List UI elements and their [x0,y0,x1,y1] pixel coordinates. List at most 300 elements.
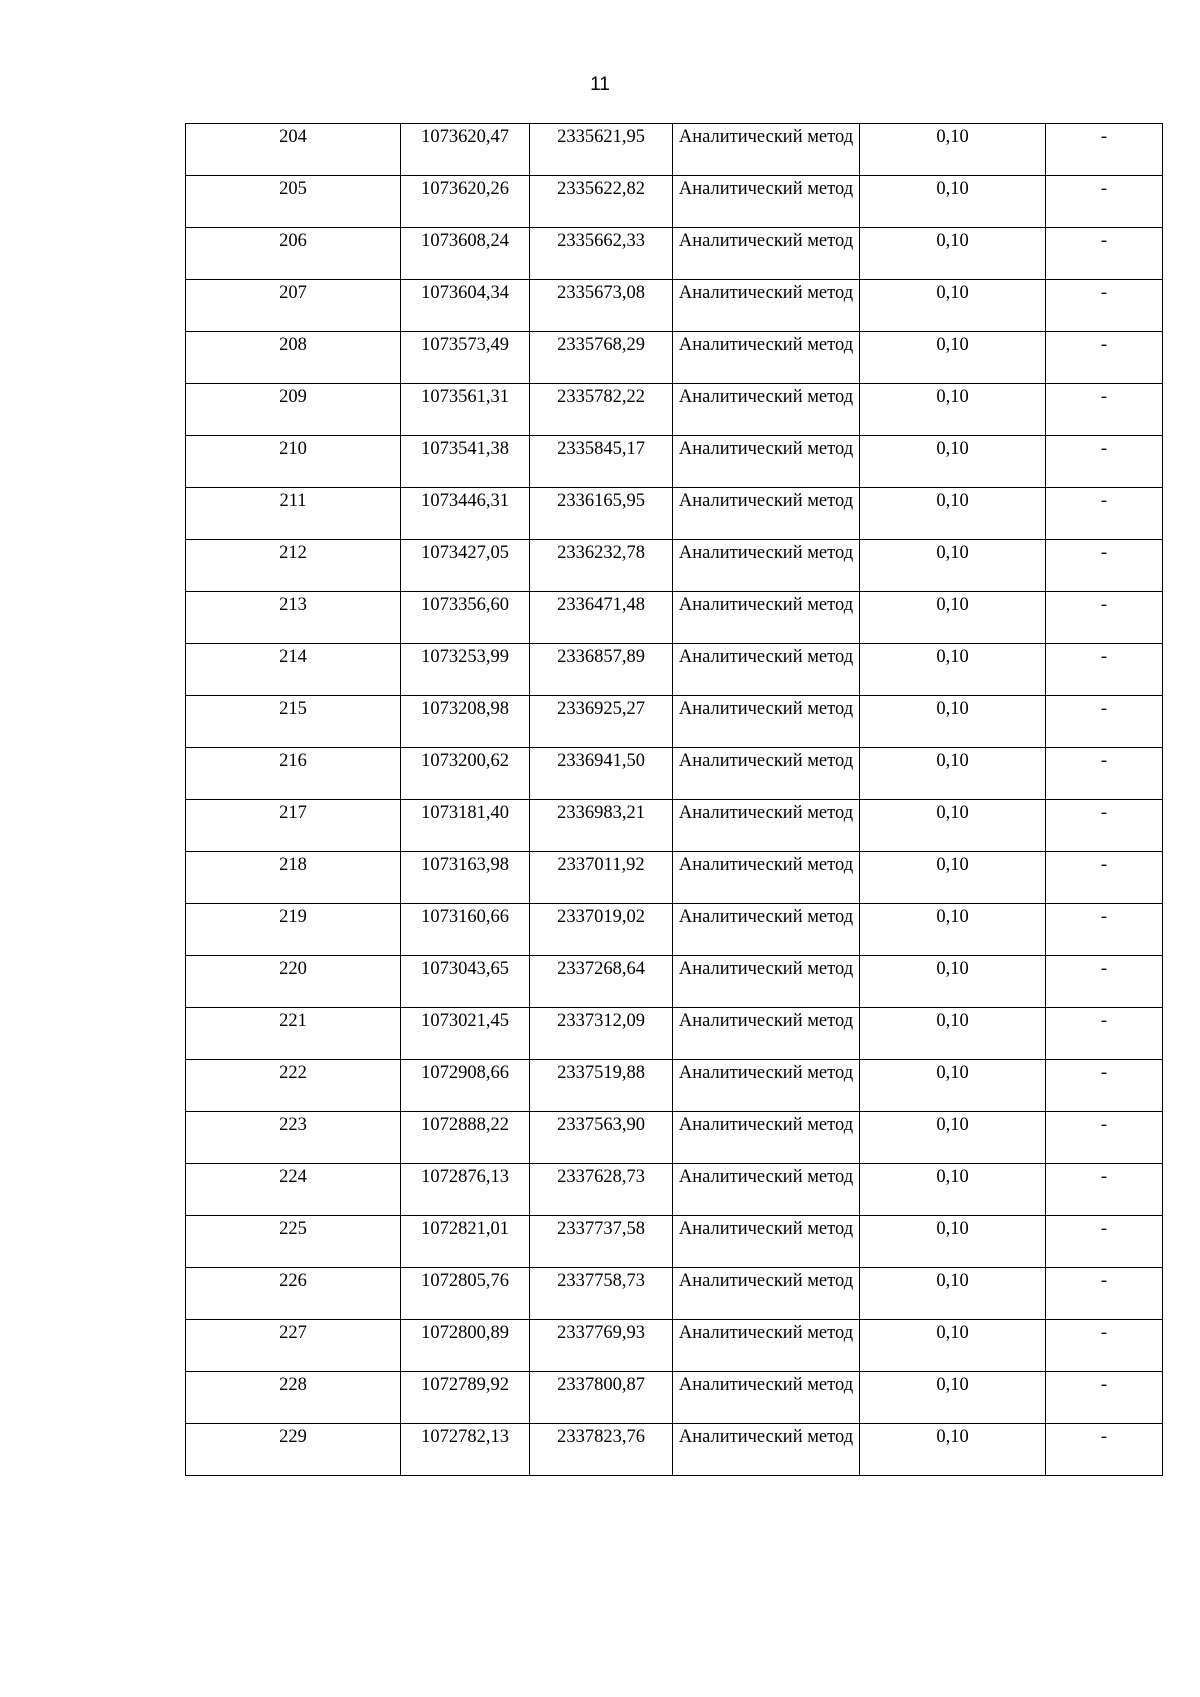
accuracy-cell-text: 0,10 [936,855,969,875]
note-cell [1046,696,1163,748]
x-coordinate-cell [401,748,530,800]
y-coordinate-cell-text: 2335768,29 [557,335,645,355]
note-cell [1046,592,1163,644]
note-cell-text: - [1100,699,1108,719]
accuracy-cell-text: 0,10 [936,1011,969,1031]
method-cell [673,748,860,800]
method-cell [673,1424,860,1476]
note-cell [1046,384,1163,436]
note-cell-text: - [1100,1011,1108,1031]
accuracy-cell-text: 0,10 [936,1323,969,1343]
x-coordinate-cell [401,1320,530,1372]
note-cell [1046,436,1163,488]
table-row [186,852,1163,904]
y-coordinate-cell-text: 2336165,95 [557,491,645,511]
point-number-cell [186,488,401,540]
method-cell-text: Аналитический метод [678,543,854,563]
y-coordinate-cell [530,1216,673,1268]
page-number: 11 [590,74,610,95]
y-coordinate-cell-text: 2337800,87 [557,1375,645,1395]
accuracy-cell [860,644,1046,696]
x-coordinate-cell [401,1216,530,1268]
method-cell-text: Аналитический метод [678,855,854,875]
table-row [186,540,1163,592]
point-number-cell-text: 204 [279,127,307,147]
y-coordinate-cell-text: 2337823,76 [557,1427,645,1447]
method-cell [673,852,860,904]
method-cell [673,332,860,384]
point-number-cell-text: 218 [279,855,307,875]
y-coordinate-cell-text: 2335662,33 [557,231,645,251]
point-number-cell-text: 215 [279,699,307,719]
note-cell-text: - [1100,959,1108,979]
method-cell [673,1008,860,1060]
y-coordinate-cell [530,1320,673,1372]
x-coordinate-cell-text: 1073608,24 [421,231,509,251]
accuracy-cell [860,1372,1046,1424]
method-cell [673,540,860,592]
x-coordinate-cell-text: 1073427,05 [421,543,509,563]
point-number-cell-text: 210 [279,439,307,459]
x-coordinate-cell [401,904,530,956]
accuracy-cell-text: 0,10 [936,1271,969,1291]
method-cell-text: Аналитический метод [678,803,854,823]
y-coordinate-cell [530,540,673,592]
y-coordinate-cell [530,852,673,904]
y-coordinate-cell-text: 2335673,08 [557,283,645,303]
table-row [186,1320,1163,1372]
table-row [186,592,1163,644]
table-row [186,1372,1163,1424]
accuracy-cell [860,1320,1046,1372]
table-row [186,904,1163,956]
accuracy-cell [860,124,1046,176]
x-coordinate-cell-text: 1073200,62 [421,751,509,771]
method-cell-text: Аналитический метод [678,439,854,459]
accuracy-cell-text: 0,10 [936,1063,969,1083]
note-cell-text: - [1100,751,1108,771]
point-number-cell-text: 223 [279,1115,307,1135]
note-cell [1046,280,1163,332]
method-cell-text: Аналитический метод [678,1063,854,1083]
accuracy-cell-text: 0,10 [936,231,969,251]
note-cell [1046,1320,1163,1372]
x-coordinate-cell [401,488,530,540]
point-number-cell [186,644,401,696]
y-coordinate-cell [530,176,673,228]
table-row [186,228,1163,280]
accuracy-cell-text: 0,10 [936,647,969,667]
point-number-cell-text: 224 [279,1167,307,1187]
x-coordinate-cell-text: 1073181,40 [421,803,509,823]
y-coordinate-cell-text: 2335845,17 [557,439,645,459]
point-number-cell [186,280,401,332]
method-cell [673,488,860,540]
point-number-cell [186,1060,401,1112]
accuracy-cell [860,1164,1046,1216]
note-cell [1046,176,1163,228]
point-number-cell [186,436,401,488]
point-number-cell [186,1164,401,1216]
accuracy-cell [860,384,1046,436]
y-coordinate-cell-text: 2337737,58 [557,1219,645,1239]
method-cell [673,1164,860,1216]
note-cell [1046,800,1163,852]
accuracy-cell-text: 0,10 [936,699,969,719]
point-number-cell [186,748,401,800]
point-number-cell-text: 219 [279,907,307,927]
accuracy-cell [860,1216,1046,1268]
table-row [186,800,1163,852]
x-coordinate-cell-text: 1072821,01 [421,1219,509,1239]
point-number-cell-text: 208 [279,335,307,355]
accuracy-cell [860,228,1046,280]
point-number-cell-text: 226 [279,1271,307,1291]
method-cell-text: Аналитический метод [678,1271,854,1291]
method-cell-text: Аналитический метод [678,1375,854,1395]
note-cell [1046,1164,1163,1216]
point-number-cell [186,124,401,176]
method-cell-text: Аналитический метод [678,959,854,979]
x-coordinate-cell [401,1268,530,1320]
method-cell-text: Аналитический метод [678,491,854,511]
x-coordinate-cell [401,1424,530,1476]
note-cell [1046,488,1163,540]
y-coordinate-cell [530,696,673,748]
x-coordinate-cell-text: 1073043,65 [421,959,509,979]
note-cell-text: - [1100,231,1108,251]
accuracy-cell-text: 0,10 [936,491,969,511]
accuracy-cell-text: 0,10 [936,127,969,147]
note-cell [1046,1424,1163,1476]
x-coordinate-cell [401,124,530,176]
y-coordinate-cell [530,228,673,280]
x-coordinate-cell-text: 1073573,49 [421,335,509,355]
note-cell [1046,540,1163,592]
note-cell-text: - [1100,1219,1108,1239]
y-coordinate-cell [530,332,673,384]
x-coordinate-cell [401,644,530,696]
x-coordinate-cell-text: 1073021,45 [421,1011,509,1031]
note-cell-text: - [1100,1375,1108,1395]
y-coordinate-cell [530,904,673,956]
x-coordinate-cell-text: 1073446,31 [421,491,509,511]
note-cell-text: - [1100,595,1108,615]
accuracy-cell-text: 0,10 [936,387,969,407]
y-coordinate-cell [530,1268,673,1320]
y-coordinate-cell [530,124,673,176]
accuracy-cell-text: 0,10 [936,1427,969,1447]
accuracy-cell [860,696,1046,748]
note-cell [1046,228,1163,280]
x-coordinate-cell [401,1372,530,1424]
coordinates-table-body [186,124,1163,1476]
x-coordinate-cell-text: 1073163,98 [421,855,509,875]
method-cell-text: Аналитический метод [678,751,854,771]
accuracy-cell [860,956,1046,1008]
x-coordinate-cell-text: 1072908,66 [421,1063,509,1083]
table-row [186,748,1163,800]
table-row [186,1164,1163,1216]
accuracy-cell-text: 0,10 [936,543,969,563]
x-coordinate-cell [401,176,530,228]
note-cell-text: - [1100,543,1108,563]
point-number-cell [186,1268,401,1320]
y-coordinate-cell-text: 2336232,78 [557,543,645,563]
y-coordinate-cell [530,1164,673,1216]
table-row [186,1424,1163,1476]
accuracy-cell [860,1060,1046,1112]
y-coordinate-cell [530,1060,673,1112]
point-number-cell [186,1372,401,1424]
x-coordinate-cell [401,696,530,748]
y-coordinate-cell-text: 2336857,89 [557,647,645,667]
x-coordinate-cell-text: 1073620,26 [421,179,509,199]
accuracy-cell [860,1008,1046,1060]
accuracy-cell-text: 0,10 [936,335,969,355]
y-coordinate-cell [530,488,673,540]
note-cell [1046,124,1163,176]
x-coordinate-cell-text: 1073620,47 [421,127,509,147]
note-cell-text: - [1100,491,1108,511]
note-cell [1046,748,1163,800]
accuracy-cell [860,1112,1046,1164]
y-coordinate-cell [530,1112,673,1164]
table-row [186,1060,1163,1112]
x-coordinate-cell-text: 1073604,34 [421,283,509,303]
x-coordinate-cell [401,332,530,384]
y-coordinate-cell [530,1372,673,1424]
note-cell-text: - [1100,647,1108,667]
note-cell-text: - [1100,1063,1108,1083]
point-number-cell-text: 206 [279,231,307,251]
point-number-cell [186,696,401,748]
method-cell-text: Аналитический метод [678,699,854,719]
point-number-cell [186,1216,401,1268]
method-cell-text: Аналитический метод [678,907,854,927]
point-number-cell-text: 213 [279,595,307,615]
method-cell-text: Аналитический метод [678,1011,854,1031]
accuracy-cell-text: 0,10 [936,1375,969,1395]
method-cell-text: Аналитический метод [678,231,854,251]
accuracy-cell [860,800,1046,852]
method-cell-text: Аналитический метод [678,595,854,615]
table-row [186,1112,1163,1164]
x-coordinate-cell [401,280,530,332]
note-cell [1046,904,1163,956]
point-number-cell-text: 207 [279,283,307,303]
method-cell-text: Аналитический метод [678,283,854,303]
point-number-cell [186,1424,401,1476]
point-number-cell [186,852,401,904]
y-coordinate-cell-text: 2337268,64 [557,959,645,979]
note-cell [1046,956,1163,1008]
note-cell [1046,1268,1163,1320]
y-coordinate-cell [530,748,673,800]
note-cell-text: - [1100,1323,1108,1343]
method-cell-text: Аналитический метод [678,1115,854,1135]
y-coordinate-cell [530,592,673,644]
table-row [186,436,1163,488]
point-number-cell-text: 217 [279,803,307,823]
table-row [186,280,1163,332]
x-coordinate-cell-text: 1073541,38 [421,439,509,459]
x-coordinate-cell [401,800,530,852]
x-coordinate-cell-text: 1073253,99 [421,647,509,667]
method-cell [673,1216,860,1268]
point-number-cell-text: 209 [279,387,307,407]
table-row [186,176,1163,228]
accuracy-cell [860,488,1046,540]
accuracy-cell [860,592,1046,644]
point-number-cell [186,592,401,644]
x-coordinate-cell-text: 1072876,13 [421,1167,509,1187]
method-cell-text: Аналитический метод [678,127,854,147]
point-number-cell [186,956,401,1008]
note-cell [1046,1060,1163,1112]
method-cell-text: Аналитический метод [678,1167,854,1187]
y-coordinate-cell [530,644,673,696]
x-coordinate-cell-text: 1073160,66 [421,907,509,927]
accuracy-cell-text: 0,10 [936,179,969,199]
coordinates-table [185,123,1163,1476]
point-number-cell [186,176,401,228]
method-cell [673,228,860,280]
y-coordinate-cell-text: 2336983,21 [557,803,645,823]
accuracy-cell-text: 0,10 [936,595,969,615]
x-coordinate-cell-text: 1073208,98 [421,699,509,719]
accuracy-cell-text: 0,10 [936,439,969,459]
method-cell [673,384,860,436]
x-coordinate-cell-text: 1073356,60 [421,595,509,615]
point-number-cell-text: 212 [279,543,307,563]
accuracy-cell [860,332,1046,384]
x-coordinate-cell [401,852,530,904]
method-cell-text: Аналитический метод [678,1427,854,1447]
note-cell-text: - [1100,1271,1108,1291]
method-cell [673,176,860,228]
method-cell [673,592,860,644]
table-row [186,1008,1163,1060]
method-cell [673,904,860,956]
accuracy-cell [860,436,1046,488]
y-coordinate-cell-text: 2337563,90 [557,1115,645,1135]
note-cell-text: - [1100,439,1108,459]
y-coordinate-cell [530,800,673,852]
accuracy-cell-text: 0,10 [936,1219,969,1239]
accuracy-cell-text: 0,10 [936,751,969,771]
method-cell [673,1060,860,1112]
method-cell [673,1372,860,1424]
method-cell [673,644,860,696]
method-cell [673,124,860,176]
table-row [186,488,1163,540]
table-row [186,124,1163,176]
table-row [186,696,1163,748]
x-coordinate-cell-text: 1072789,92 [421,1375,509,1395]
note-cell-text: - [1100,803,1108,823]
accuracy-cell-text: 0,10 [936,959,969,979]
accuracy-cell-text: 0,10 [936,907,969,927]
point-number-cell [186,540,401,592]
x-coordinate-cell [401,436,530,488]
table-row [186,644,1163,696]
note-cell [1046,1112,1163,1164]
point-number-cell-text: 225 [279,1219,307,1239]
accuracy-cell [860,904,1046,956]
y-coordinate-cell [530,1008,673,1060]
accuracy-cell [860,280,1046,332]
y-coordinate-cell-text: 2335782,22 [557,387,645,407]
point-number-cell [186,1112,401,1164]
note-cell [1046,1372,1163,1424]
x-coordinate-cell [401,1008,530,1060]
accuracy-cell [860,1268,1046,1320]
y-coordinate-cell [530,1424,673,1476]
method-cell [673,1268,860,1320]
note-cell-text: - [1100,283,1108,303]
point-number-cell [186,332,401,384]
table-row [186,1216,1163,1268]
x-coordinate-cell-text: 1073561,31 [421,387,509,407]
point-number-cell [186,384,401,436]
x-coordinate-cell [401,1164,530,1216]
point-number-cell-text: 211 [279,491,307,511]
note-cell [1046,1008,1163,1060]
method-cell [673,1112,860,1164]
x-coordinate-cell [401,592,530,644]
point-number-cell-text: 216 [279,751,307,771]
note-cell-text: - [1100,179,1108,199]
point-number-cell-text: 205 [279,179,307,199]
x-coordinate-cell [401,228,530,280]
point-number-cell-text: 214 [279,647,307,667]
x-coordinate-cell-text: 1072888,22 [421,1115,509,1135]
method-cell [673,696,860,748]
method-cell-text: Аналитический метод [678,387,854,407]
method-cell-text: Аналитический метод [678,335,854,355]
note-cell-text: - [1100,1427,1108,1447]
y-coordinate-cell-text: 2335621,95 [557,127,645,147]
method-cell-text: Аналитический метод [678,179,854,199]
y-coordinate-cell-text: 2337519,88 [557,1063,645,1083]
x-coordinate-cell-text: 1072805,76 [421,1271,509,1291]
y-coordinate-cell [530,384,673,436]
method-cell [673,800,860,852]
accuracy-cell-text: 0,10 [936,283,969,303]
y-coordinate-cell [530,956,673,1008]
point-number-cell-text: 228 [279,1375,307,1395]
point-number-cell-text: 221 [279,1011,307,1031]
point-number-cell-text: 229 [279,1427,307,1447]
point-number-cell [186,228,401,280]
note-cell [1046,1216,1163,1268]
accuracy-cell-text: 0,10 [936,803,969,823]
method-cell [673,956,860,1008]
method-cell [673,280,860,332]
y-coordinate-cell-text: 2337011,92 [557,855,645,875]
y-coordinate-cell-text: 2336941,50 [557,751,645,771]
point-number-cell [186,1008,401,1060]
accuracy-cell-text: 0,10 [936,1115,969,1135]
y-coordinate-cell-text: 2337628,73 [557,1167,645,1187]
y-coordinate-cell [530,280,673,332]
y-coordinate-cell-text: 2337312,09 [557,1011,645,1031]
note-cell-text: - [1100,855,1108,875]
x-coordinate-cell-text: 1072782,13 [421,1427,509,1447]
y-coordinate-cell-text: 2337758,73 [557,1271,645,1291]
x-coordinate-cell [401,956,530,1008]
